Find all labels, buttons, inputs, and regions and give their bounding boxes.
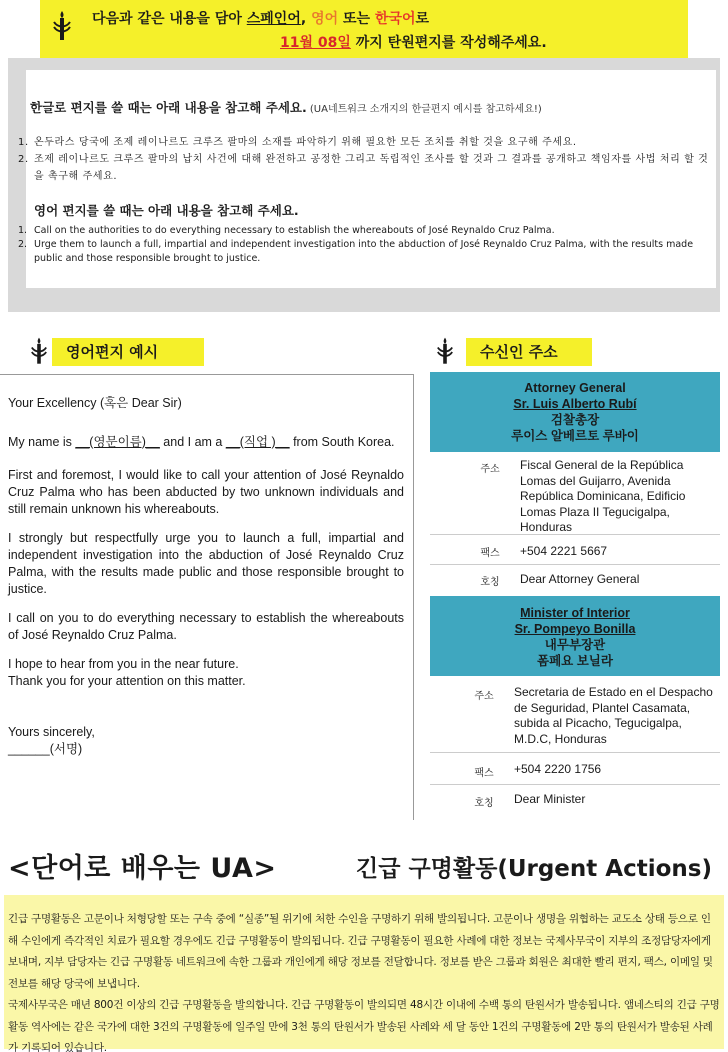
divider (430, 784, 720, 785)
letter-paragraph-1: First and foremost, I would like to call your attention of José Reynaldo Cruz Palma who has been abducted by two unknown individuals and still remain unknown his whereabouts. (8, 468, 404, 516)
banner-lang-spanish: 스페인어 (246, 11, 301, 27)
recipient-address-label: 수신인 주소 (466, 338, 592, 366)
list-number: 2. (18, 239, 28, 250)
letter-intro-post: from South Korea. (289, 435, 395, 449)
recipient-1-title-en: Attorney General (524, 381, 626, 395)
list-text: 조제 레이나르도 크루즈 팔마의 납치 사건에 대해 완전하고 공정한 그리고 독립적인 조사를 할 것과 그 결과를 공개하고 책임자를 사법 처리 할 것을 촉구해 주세요. (34, 154, 709, 182)
banner-sep: , (300, 11, 312, 27)
letter-paragraph-3: I call on you to do everything necessary to establish the whereabouts of José Reynaldo Cruz Palma. (8, 611, 404, 642)
amnesty-candle-icon (52, 10, 72, 44)
recipient-1-address: Fiscal General de la República Lomas del Guijarro, Avenida República Dominicana, Edificio Lomas Plaza II Tegucigalpa, Honduras (520, 458, 686, 534)
letter-example-label: 영어편지 예시 (52, 338, 204, 366)
letter-intro-mid: and I am a (159, 435, 226, 449)
list-text: Urge them to launch a full, impartial and independent investigation into the abduction of José Reynaldo Cruz Palma, with the results made public and those responsible brought to justice. (34, 239, 694, 264)
letter-salutation: Your Excellency (혹은 Dear Sir) (8, 396, 182, 410)
list-item (18, 238, 708, 266)
list-item (18, 134, 712, 151)
divider (430, 534, 720, 535)
letter-intro-pre: My name is (8, 435, 76, 449)
ua-paragraph-2: 국제사무국은 매년 800건 이상의 긴급 구명활동을 발의합니다. 긴급 구명활동이 발의되면 48시간 이내에 수백 통의 탄원서가 발송됩니다. 앰네스티의 긴급 구명활동 역사에는 같은 국가에 대한 3건의 구명활동에 일주일 만에 3천 통의 탄원서가 발송된 사례와 세 달 동안 1건의 구명활동에 2만 통의 탄원서가 발송된 사례가 기록되어 있습니다. (8, 999, 720, 1052)
list-number: 1. (18, 137, 29, 148)
recipient-2-title-en: Minister of Interior (520, 606, 630, 620)
recipient-1-title-kr: 검찰총장 (550, 413, 600, 427)
korean-list (18, 134, 712, 185)
recipient-1-name-en: Sr. Luis Alberto Rubí (513, 397, 637, 411)
letter-job-blank: __(직업 )__ (225, 435, 290, 449)
recipient-2-salutation: Dear Minister (514, 792, 586, 806)
banner-line-2 (280, 32, 547, 52)
letter-paragraph-2: I strongly but respectfully urge you to launch a full, impartial and independent investigation into the abduction of José Reynaldo Cruz Palma, with the results made public and those responsible brought to justice. (8, 531, 404, 596)
english-list (18, 224, 708, 266)
banner-text-pre: 다음과 같은 내용을 담아 (92, 11, 247, 27)
recipient-1-salutation: Dear Attorney General (520, 572, 640, 586)
banner-lang-english: 영어 (311, 11, 339, 27)
letter-intro (8, 434, 404, 451)
letter-name-blank: __(영문이름)__ (75, 435, 160, 449)
list-text: Call on the authorities to do everything necessary to establish the whereabouts of José Reynaldo Cruz Palma. (34, 225, 555, 236)
amnesty-candle-icon (436, 336, 454, 368)
recipient-2-title-kr: 내무부장관 (544, 638, 606, 652)
korean-heading-text: 한글로 편지를 쓸 때는 아래 내용을 참고해 주세요. (30, 100, 307, 115)
salutation-label: 호칭 (474, 798, 494, 809)
salutation-label: 호칭 (480, 577, 500, 588)
list-item (18, 151, 712, 185)
ua-paragraph-1: 긴급 구명활동은 고문이나 처형당할 또는 구속 중에 “실종”될 위기에 처한 수인을 구명하기 위해 발의됩니다. 고문이나 생명을 위협하는 교도소 상태 등으로 인해 수인에게 즉각적인 치료가 필요할 경우에도 긴급 구명활동이 발의됩니다. 긴급 구명활동이 필요한 사례에 대한 정보는 국제사무국이 지부의 조정담당자에게 보내며, 지부 담당자는 긴급 구명활동 네트워크에 속한 그룹과 개인에게 해당 정보를 전달합니다. 정보를 받은 그룹과 회원은 최대한 빨리 편지, 팩스, 이메일 및 전보를 해당 당국에 보냅니다. (8, 913, 713, 990)
banner-text-mid: 또는 (338, 11, 375, 27)
banner-text-post: 로 (415, 11, 430, 27)
address-label: 주소 (480, 464, 500, 475)
letter-paragraph-4b: Thank you for your attention on this matter. (8, 674, 246, 688)
list-item (18, 224, 708, 238)
address-label: 주소 (474, 691, 494, 702)
banner-deadline: 11월 08일 (280, 35, 351, 51)
divider (430, 564, 720, 565)
recipient-1-fax: +504 2221 5667 (520, 544, 608, 558)
letter-body (8, 395, 404, 758)
list-text: 온두라스 당국에 조제 레이나르도 크루즈 팔마의 소재를 파악하기 위해 필요한 모든 조치를 취할 것을 요구해 주세요. (34, 137, 577, 148)
letter-closing: Yours sincerely, (8, 725, 95, 739)
recipient-2-name-kr: 폼페요 보닐라 (537, 654, 613, 668)
korean-heading-note: (UA네트워크 소개지의 한글편지 예시를 참고하세요!) (306, 104, 542, 115)
recipient-1-name-kr: 루이스 알베르토 루바이 (511, 429, 639, 443)
fax-label: 팩스 (474, 768, 494, 779)
recipient-1-names (430, 380, 720, 444)
list-number: 1. (18, 225, 28, 236)
divider (430, 752, 720, 753)
ua-description (8, 909, 720, 1052)
letter-signature: ______(서명) (8, 742, 83, 756)
banner-line-1 (92, 8, 429, 28)
ua-section-subtitle: 긴급 구명활동(Urgent Actions) (356, 856, 712, 882)
letter-paragraph-4a: I hope to hear from you in the near future. (8, 657, 239, 671)
ua-section-title: <단어로 배우는 UA> (8, 853, 277, 884)
recipient-2-names (430, 605, 720, 669)
recipient-2-name-en: Sr. Pompeyo Bonilla (514, 622, 636, 636)
banner-line2-text: 까지 탄원편지를 작성해주세요. (350, 35, 547, 51)
english-heading: 영어 편지를 쓸 때는 아래 내용을 참고해 주세요. (34, 203, 299, 218)
list-number: 2. (18, 154, 29, 165)
banner-lang-korean: 한국어 (374, 11, 416, 27)
fax-label: 팩스 (480, 548, 500, 559)
recipient-2-fax: +504 2220 1756 (514, 762, 602, 776)
amnesty-candle-icon (30, 336, 48, 368)
korean-heading (30, 98, 542, 116)
recipient-2-address: Secretaria de Estado en el Despacho de Seguridad, Plantel Casamata, subida al Picacho, Tegucigalpa, M.D.C, Honduras (514, 685, 713, 746)
